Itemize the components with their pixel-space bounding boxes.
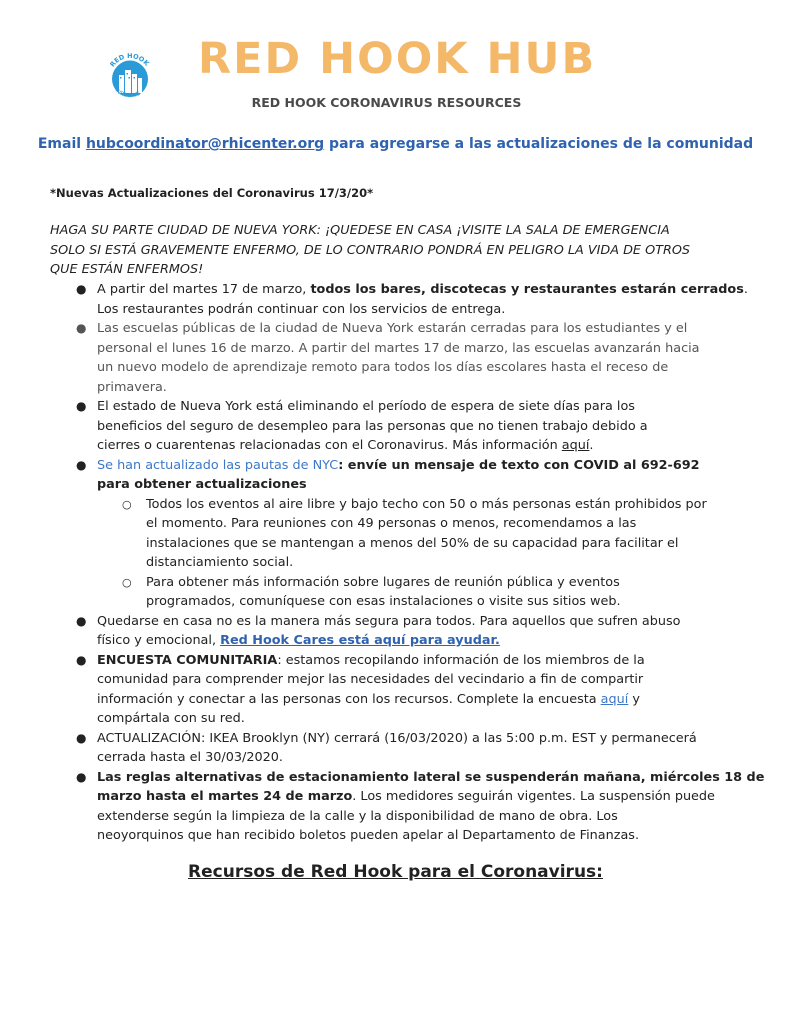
sub-list	[97, 495, 756, 612]
list-item-community-survey	[50, 651, 756, 729]
list-item-nyc-guidelines	[50, 456, 756, 612]
text: Quedarse en casa no es la manera más segura para todos. Para aquellos que sufren abuso	[97, 613, 681, 629]
text: Las escuelas públicas de la ciudad de Nueva York estarán cerradas para los estudiantes y el	[97, 321, 688, 336]
text-bold: ENCUESTA COMUNITARIA	[97, 652, 278, 668]
text-bold: para obtener actualizaciones	[97, 477, 307, 492]
text: cerrada hasta el 30/03/2020.	[97, 750, 283, 765]
text: A partir del martes 17 de marzo,	[97, 282, 311, 297]
text: un nuevo modelo de aprendizaje remoto para todos los días escolares hasta el receso de	[97, 360, 669, 375]
list-item-bars-closed	[50, 280, 756, 319]
text: neoyorquinos que han recibido boletos pueden apelar al Departamento de Finanzas.	[97, 828, 640, 843]
text: . Los medidores seguirán vigentes. La suspensión puede	[352, 789, 715, 804]
bullet-icon: ●	[76, 730, 87, 745]
list-item-parking	[50, 768, 765, 846]
survey-link[interactable]: aquí	[600, 691, 629, 707]
text-bold: Las reglas alternativas de estacionamiento lateral se suspenderán mañana, miércoles 18 de	[97, 769, 765, 785]
svg-text:RED HOOK	[108, 52, 151, 68]
text: : estamos recopilando información de los miembros de la	[277, 652, 645, 668]
text: programados, comuníquese con esas instalaciones o visite sus sitios web.	[146, 594, 621, 609]
list-item-red-hook-cares	[50, 612, 756, 651]
text: Para obtener más información sobre lugares de reunión pública y eventos	[146, 574, 620, 590]
text: El estado de Nueva York está eliminando el período de espera de siete días para los	[97, 399, 635, 414]
updates-heading: *Nuevas Actualizaciones del Coronavirus 17/3/20*	[50, 186, 374, 200]
text: ACTUALIZACIÓN: IKEA Brooklyn (NY) cerrará (16/03/2020) a las 5:00 p.m. EST y permanecerá	[97, 730, 697, 746]
text: el momento. Para reuniones con 49 personas o menos, recomendamos a las	[146, 516, 637, 531]
text: instalaciones que se mantengan a menos del 50% de su capacidad para facilitar el	[146, 535, 679, 551]
more-info-link[interactable]: aquí	[561, 438, 590, 453]
email-signup-line	[0, 136, 791, 152]
sub-bullet-icon: ○	[122, 497, 132, 511]
text-bold: : envíe un mensaje de texto con COVID al 692-692	[338, 457, 700, 473]
sub-item-venues	[97, 573, 756, 612]
text-bold: marzo hasta el martes 24 de marzo	[97, 789, 353, 804]
email-link[interactable]: hubcoordinator@rhicenter.org	[85, 136, 325, 152]
text: compártala con su red.	[97, 711, 245, 726]
email-suffix: para agregarse a las actualizaciones de la comunidad	[324, 136, 754, 152]
sub-item-events	[97, 495, 756, 573]
email-prefix: Email	[37, 136, 86, 152]
text: personal el lunes 16 de marzo. A partir del martes 17 de marzo, las escuelas avanzarán hacia	[97, 340, 700, 356]
text-bold: todos los bares, discotecas y restaurantes estarán cerrados	[310, 282, 744, 297]
text: beneficios del seguro de desempleo para las personas que no tienen trabajo debido a	[97, 418, 648, 434]
page-title: RED HOOK HUB	[198, 34, 597, 84]
text: comunidad para comprender mejor las necesidades del vecindario a fin de compartir	[97, 672, 644, 687]
text: Todos los eventos al aire libre y bajo techo con 50 o más personas están prohibidos por	[146, 496, 707, 512]
bullet-icon: ●	[76, 321, 87, 335]
bullet-icon: ●	[76, 652, 87, 667]
text: y	[628, 691, 640, 707]
warning-line: SOLO SI ESTÁ GRAVEMENTE ENFERMO, DE LO CONTRARIO PONDRÁ EN PELIGRO LA VIDA DE OTROS	[50, 242, 691, 258]
text: .	[743, 282, 748, 297]
bullet-icon: ●	[76, 457, 87, 472]
text: físico y emocional,	[97, 633, 221, 648]
warning-line: HAGA SU PARTE CIUDAD DE NUEVA YORK: ¡QUEDESE EN CASA ¡VISITE LA SALA DE EMERGENCIA	[50, 223, 670, 238]
page-subtitle: RED HOOK CORONAVIRUS RESOURCES	[251, 95, 522, 110]
text: información y conectar a las personas con los recursos. Complete la encuesta	[97, 691, 601, 707]
list-item-unemployment	[50, 397, 756, 456]
text: Los restaurantes podrán continuar con los servicios de entrega.	[97, 301, 506, 317]
bullet-icon: ●	[76, 282, 87, 296]
nyc-guidelines-link[interactable]: Se han actualizado las pautas de NYC	[97, 457, 339, 473]
warning-paragraph	[50, 221, 750, 280]
warning-line: QUE ESTÁN ENFERMOS!	[50, 262, 204, 277]
sub-bullet-icon: ○	[122, 575, 132, 589]
updates-list	[50, 280, 765, 846]
logo-text-top: RED HOOK	[108, 51, 151, 69]
text: extenderse según la limpieza de la calle y la disponibilidad de mano de obra. Los	[97, 808, 618, 824]
text: distanciamiento social.	[146, 555, 294, 570]
text: cierres o cuarentenas relacionadas con el Coronavirus. Más información	[97, 438, 562, 453]
text: primavera.	[97, 379, 167, 395]
bullet-icon: ●	[76, 613, 87, 628]
list-item-schools	[50, 319, 756, 397]
list-item-ikea	[50, 729, 756, 768]
red-hook-cares-link[interactable]: Red Hook Cares está aquí para ayudar.	[220, 633, 500, 648]
logo-text-bottom: INITIATIVE	[113, 87, 142, 100]
text: .	[589, 438, 594, 453]
bullet-icon: ●	[76, 769, 87, 784]
bullet-icon: ●	[76, 399, 87, 413]
resources-heading: Recursos de Red Hook para el Coronavirus:	[188, 862, 603, 882]
